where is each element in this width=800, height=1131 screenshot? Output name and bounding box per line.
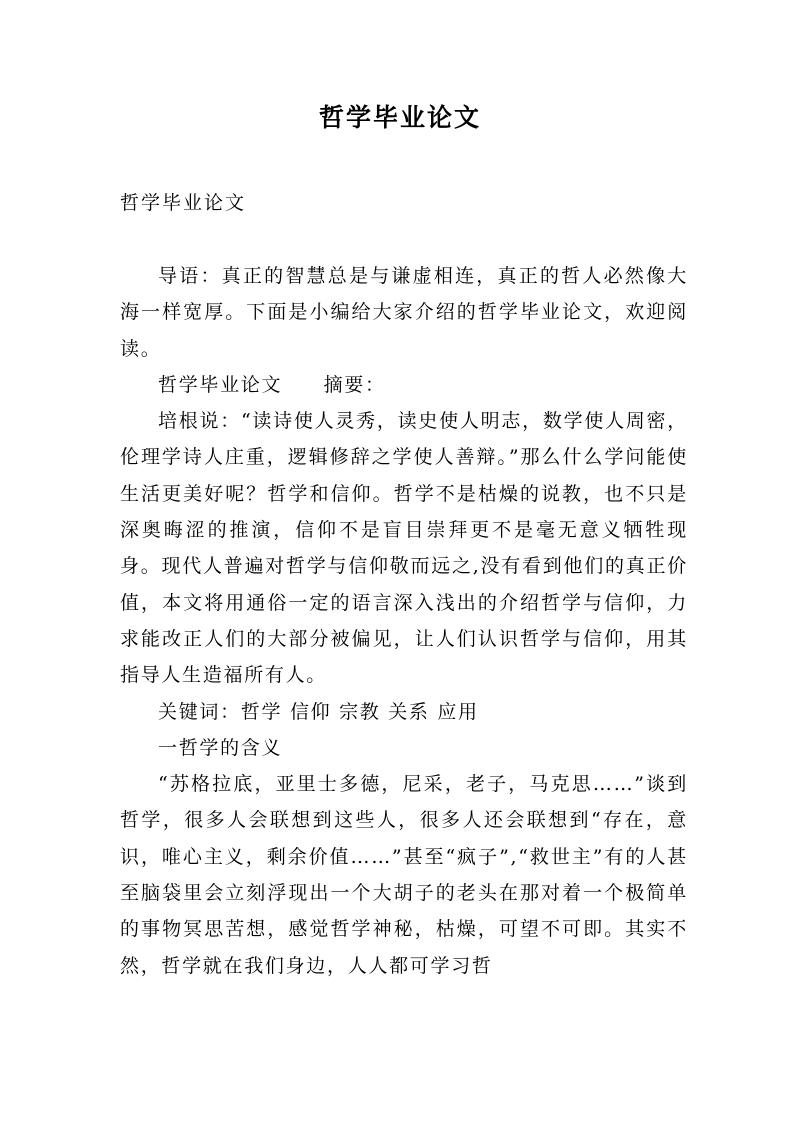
keywords-line: 关键词：哲学 信仰 宗教 关系 应用 bbox=[158, 700, 479, 723]
intro-paragraph: 导语：真正的智慧总是与谦虚相连，真正的哲人必然像大海一样宽厚。下面是小编给大家介绍的哲学毕业论文，欢迎阅读。 bbox=[120, 265, 688, 360]
section-heading: 一哲学的含义 bbox=[158, 736, 283, 759]
document-body bbox=[120, 258, 688, 984]
abstract-paragraph: 培根说：“读诗使人灵秀，读史使人明志，数学使人周密，伦理学诗人庄重，逻辑修辞之学使人善辩。”那么什么学问能使生活更美好呢？哲学和信仰。哲学不是枯燥的说教，也不只是深奥晦涩的推演，信仰不是盲目崇拜更不是毫无意义牺牲现身。现代人普遍对哲学与信仰敬而远之,没有看到他们的真正价值，本文将用通俗一定的语言深入浅出的介绍哲学与信仰，力求能改正人们的大部分被偏见，让人们认识哲学与信仰，用其指导人生造福所有人。 bbox=[120, 410, 688, 687]
abstract-heading: 哲学毕业论文 摘要： bbox=[158, 373, 386, 396]
document-title: 哲学毕业论文 bbox=[318, 103, 481, 132]
document-subtitle: 哲学毕业论文 bbox=[120, 192, 247, 214]
section-paragraph: “苏格拉底，亚里士多德，尼采，老子，马克思……”谈到哲学，很多人会联想到这些人，很多人还会联想到“存在，意识，唯心主义，剩余价值……”甚至“疯子”,“救世主”有的人甚至脑袋里会立刻浮现出一个大胡子的老头在那对着一个极简单的事物冥思苦想，感觉哲学神秘，枯燥，可望不可即。其实不然，哲学就在我们身边，人人都可学习哲 bbox=[120, 773, 688, 977]
